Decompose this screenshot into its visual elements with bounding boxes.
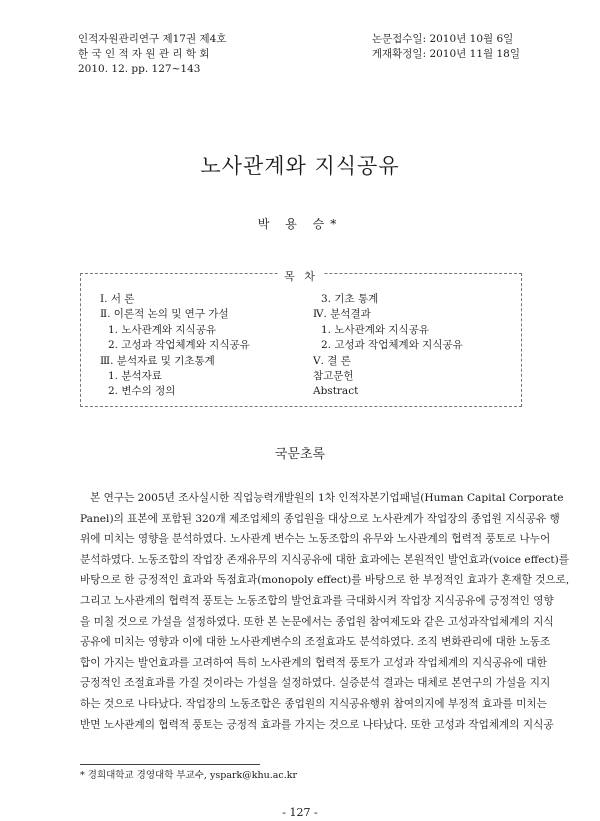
author-footnote: * 경희대학교 경영대학 부교수, yspark@khu.ac.kr	[80, 770, 298, 781]
toc-label: 목 차	[278, 270, 324, 283]
abstract-line: 위에 미치는 영향을 분석하였다. 노사관계 변수는 노동조합의 유무와 노사관계의 협력적 풍토로 나누어	[80, 533, 551, 546]
toc-item: Ⅲ. 분석자료 및 기초통계	[100, 354, 215, 367]
abstract-line: 바탕으로 한 긍정적인 효과와 독점효과(monopoly effect)를 바탕으로 한 부정적인 효과가 혼재할 것으로,	[80, 574, 570, 587]
paper-title: 노사관계와 지식공유	[200, 154, 400, 178]
abstract-line: 긍정적인 조절효과를 가질 것이라는 가설을 설정하였다. 실증분석 결과는 대체로 본연구의 가설을 지지	[80, 677, 551, 690]
received-date: 논문접수일: 2010년 10월 6일	[371, 33, 514, 45]
abstract-line: 반면 노사관계의 협력적 풍토는 긍정적 효과를 가지는 것으로 나타났다. 또한 고성과 작업체계의 지식공	[80, 718, 554, 731]
toc-item: 참고문헌	[313, 370, 354, 383]
toc-item: 2. 변수의 정의	[108, 385, 176, 398]
page-number: - 127 -	[282, 806, 318, 819]
journal-name: 인적자원관리연구 제17권 제4호	[78, 33, 227, 45]
table-of-contents	[80, 270, 522, 407]
submission-dates	[372, 32, 520, 62]
abstract-line: 그리고 노사관계의 협력적 풍토는 노동조합의 발언효과를 극대화시켜 작업장 지식공유에 긍정적인 영향	[80, 594, 554, 607]
abstract-line: 합이 가지는 발언효과를 고려하여 특히 노사관계의 협력적 풍토가 고성과 작업체계의 지식공유에 대한	[80, 656, 547, 669]
toc-item: Ⅳ. 분석결과	[313, 308, 371, 321]
toc-item: 1. 분석자료	[108, 370, 162, 383]
abstract-line: 하는 것으로 나타났다. 작업장의 노동조합은 종업원의 지식공유행위 참여의지에 부정적 효과를 미치는	[80, 697, 547, 710]
toc-left-column	[100, 292, 250, 400]
abstract-heading: 국문초록	[274, 447, 326, 462]
toc-item: Abstract	[313, 385, 359, 398]
toc-item: Ⅰ. 서 론	[100, 293, 135, 305]
toc-item: Ⅴ. 결 론	[313, 354, 351, 367]
abstract-line: Panel)의 표본에 포함된 320개 제조업체의 종업원을 대상으로 노사관계가 작업장의 종업원 지식공유 행	[80, 512, 560, 525]
toc-item: 1. 노사관계와 지식공유	[321, 323, 429, 336]
abstract-line: 분석하였다. 노동조합의 작업장 존재유무의 지식공유에 대한 효과에는 본원적인 발언효과(voice effect)를	[80, 553, 570, 566]
society-name: 한 국 인 적 자 원 관 리 학 회	[78, 48, 210, 60]
abstract-line: 공유에 미치는 영향과 이에 대한 노사관계변수의 조절효과도 분석하였다. 조직 변화관리에 대한 노동조	[80, 636, 551, 649]
toc-item: Ⅱ. 이론적 논의 및 연구 가설	[100, 308, 229, 321]
toc-item: 1. 노사관계와 지식공유	[108, 323, 216, 336]
abstract-body	[80, 488, 570, 735]
toc-right-column	[313, 292, 463, 400]
toc-item: 3. 기초 통계	[321, 293, 379, 305]
accepted-date: 게재확정일: 2010년 11월 18일	[371, 48, 520, 60]
issue-pages: 2010. 12. pp. 127~143	[78, 63, 201, 75]
toc-item: 2. 고성과 작업체계와 지식공유	[321, 339, 463, 352]
journal-info	[78, 32, 226, 77]
author-name: 박 용 승*	[257, 217, 343, 231]
footnote-rule	[80, 764, 260, 765]
toc-item: 2. 고성과 작업체계와 지식공유	[108, 339, 250, 352]
abstract-line: 을 미칠 것으로 가설을 설정하였다. 또한 본 논문에서는 종업원 참여제도와 같은 고성과작업체계의 지식	[80, 615, 554, 628]
abstract-line: 본 연구는 2005년 조사실시한 직업능력개발원의 1차 인적자본기업패널(Human Capital Corporate	[90, 492, 564, 504]
